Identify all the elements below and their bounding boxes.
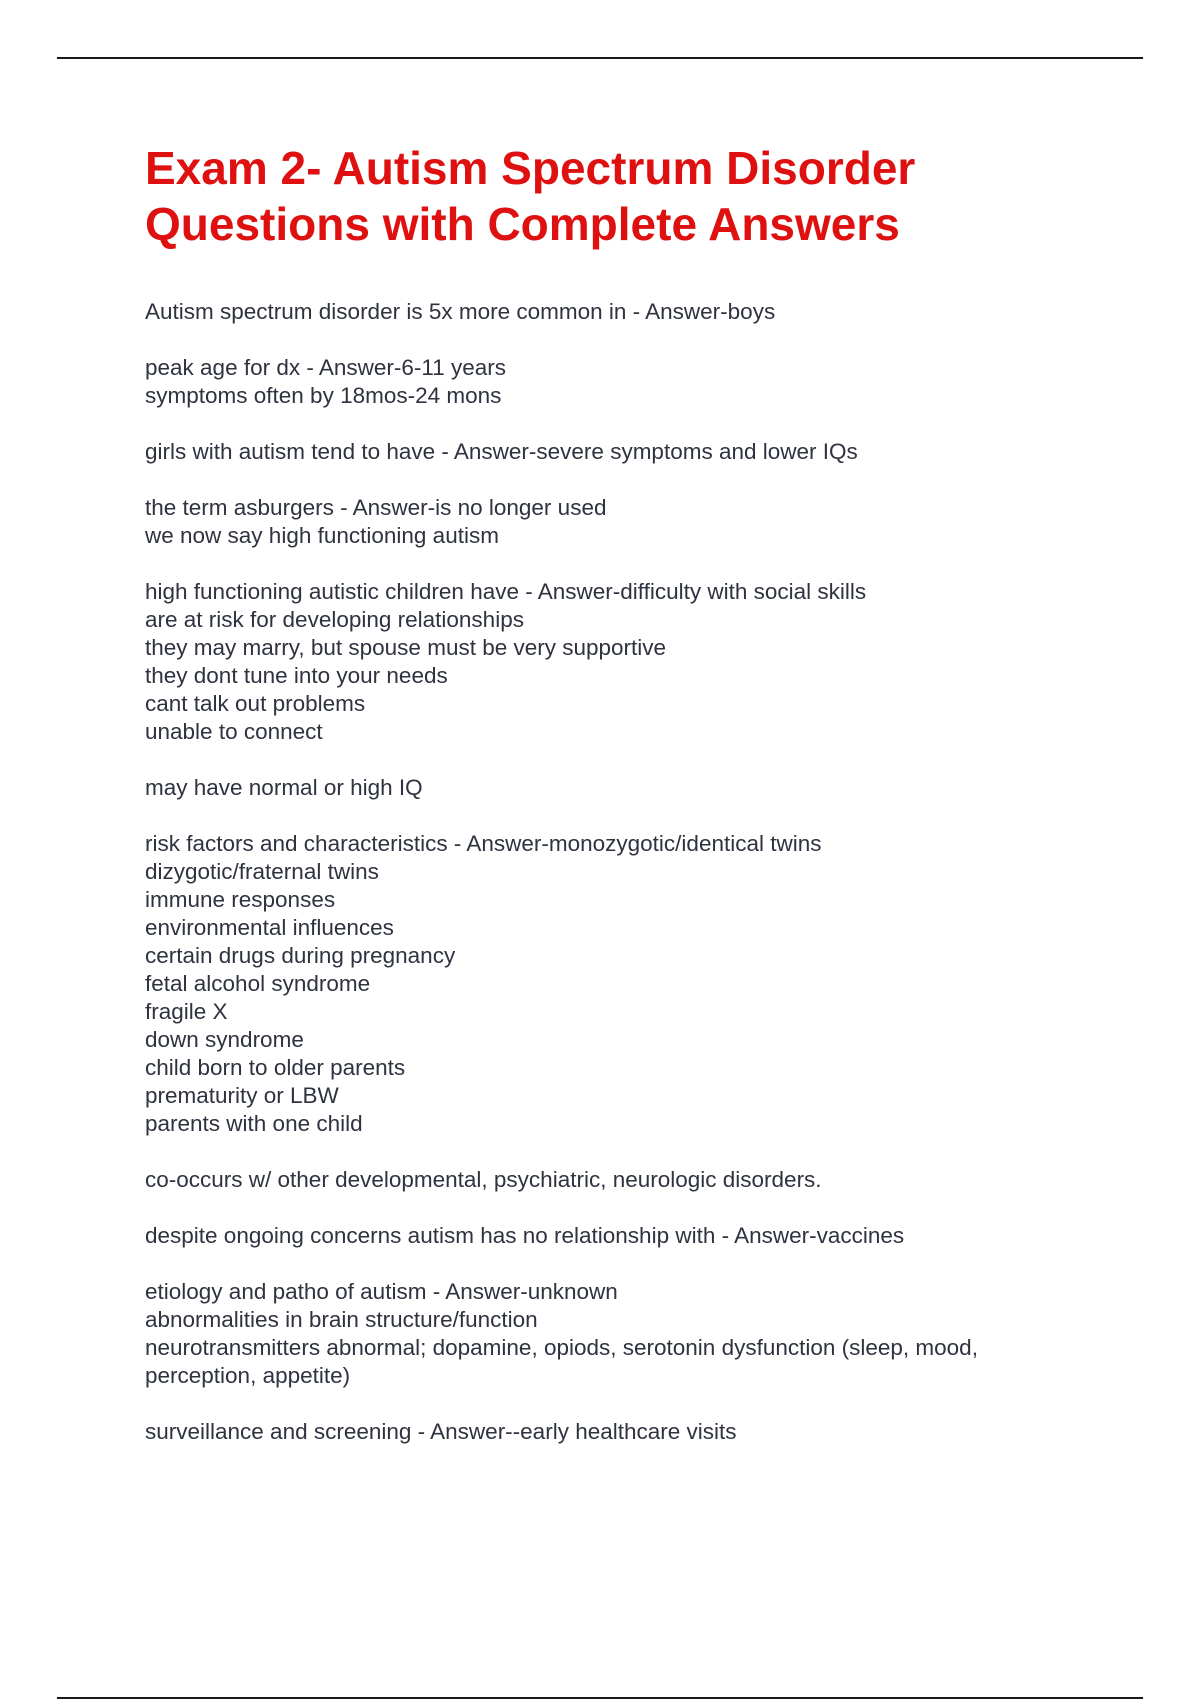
qa-line: symptoms often by 18mos-24 mons (145, 383, 502, 408)
qa-line: peak age for dx - Answer-6-11 years (145, 355, 507, 380)
qa-item (145, 774, 1075, 802)
qa-line: immune responses (145, 887, 336, 912)
document-title: Exam 2- Autism Spectrum Disorder Questions with Complete Answers (145, 142, 916, 250)
qa-line: despite ongoing concerns autism has no relationship with - Answer-vaccines (145, 1223, 905, 1248)
qa-line: perception, appetite) (145, 1363, 351, 1388)
bottom-rule (57, 1697, 1143, 1699)
qa-line: may have normal or high IQ (145, 775, 423, 800)
qa-line: we now say high functioning autism (145, 523, 499, 548)
qa-item (145, 578, 1075, 746)
qa-line: down syndrome (145, 1027, 304, 1052)
qa-line: parents with one child (145, 1111, 363, 1136)
top-rule (57, 57, 1143, 59)
qa-item (145, 1166, 1075, 1194)
qa-item (145, 494, 1075, 550)
qa-line: etiology and patho of autism - Answer-unknown (145, 1279, 618, 1304)
qa-item (145, 1278, 1075, 1390)
document-body (145, 140, 1075, 1474)
qa-line: cant talk out problems (145, 691, 366, 716)
qa-item (145, 1418, 1075, 1446)
qa-line: high functioning autistic children have - Answer-difficulty with social skills (145, 579, 867, 604)
qa-line: child born to older parents (145, 1055, 406, 1080)
qa-line: abnormalities in brain structure/function (145, 1307, 538, 1332)
qa-line: are at risk for developing relationships (145, 607, 524, 632)
qa-line: risk factors and characteristics - Answer-monozygotic/identical twins (145, 831, 822, 856)
qa-line: unable to connect (145, 719, 323, 744)
qa-line: neurotransmitters abnormal; dopamine, opiods, serotonin dysfunction (sleep, mood, (145, 1335, 978, 1360)
qa-item (145, 830, 1075, 1138)
qa-item (145, 1222, 1075, 1250)
qa-item (145, 354, 1075, 410)
qa-line: the term asburgers - Answer-is no longer used (145, 495, 607, 520)
qa-line: Autism spectrum disorder is 5x more common in - Answer-boys (145, 299, 776, 324)
qa-item (145, 298, 1075, 326)
qa-line: dizygotic/fraternal twins (145, 859, 379, 884)
qa-item (145, 438, 1075, 466)
qa-line: certain drugs during pregnancy (145, 943, 456, 968)
qa-line: girls with autism tend to have - Answer-severe symptoms and lower IQs (145, 439, 858, 464)
qa-line: they may marry, but spouse must be very supportive (145, 635, 667, 660)
qa-line: surveillance and screening - Answer--early healthcare visits (145, 1419, 737, 1444)
qa-line: prematurity or LBW (145, 1083, 339, 1108)
qa-line: environmental influences (145, 915, 394, 940)
qa-line: fragile X (145, 999, 228, 1024)
qa-line: fetal alcohol syndrome (145, 971, 371, 996)
qa-line: co-occurs w/ other developmental, psychiatric, neurologic disorders. (145, 1167, 822, 1192)
qa-list (145, 298, 1075, 1446)
qa-line: they dont tune into your needs (145, 663, 448, 688)
